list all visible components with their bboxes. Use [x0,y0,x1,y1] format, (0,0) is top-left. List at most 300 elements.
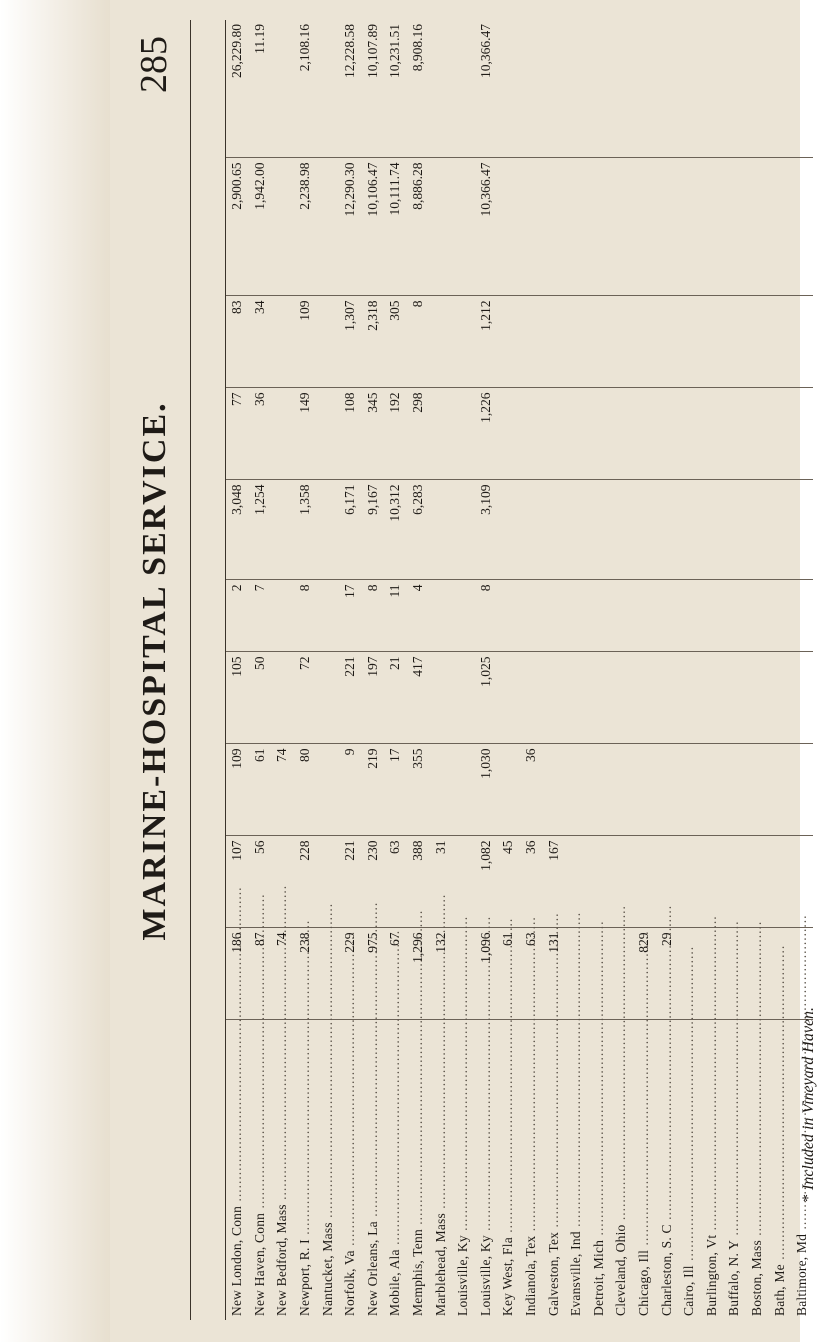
value-cell: 8 [475,580,498,652]
value-cell [791,20,814,158]
value-cell [429,480,452,580]
value-cell: 34 [249,296,272,388]
value-cell [565,580,588,652]
value-cell [723,480,746,580]
value-cell: 1,212 [475,296,498,388]
value-cell: 77 [226,388,249,480]
value-cell [565,744,588,836]
header-col-3 [191,744,226,836]
value-cell [429,388,452,480]
value-cell: 109 [226,744,249,836]
value-cell [700,836,723,928]
value-cell: 67 [384,928,407,1020]
running-head [118,0,190,1342]
table-row [429,20,452,1320]
value-cell: 298 [407,388,430,480]
value-cell [791,480,814,580]
value-cell [746,744,769,836]
value-cell [633,836,656,928]
value-cell [791,652,814,744]
value-cell [723,744,746,836]
station-name-cell: New London, Conn ..... [226,1020,249,1320]
value-cell [452,836,475,928]
station-name-cell: New Bedford, Mass ..... [271,1020,294,1320]
station-name-cell: Chicago, Ill ..... [633,1020,656,1320]
value-cell: 1,358 [294,480,317,580]
station-name-cell: Marblehead, Mass ..... [429,1020,452,1320]
value-cell [565,388,588,480]
value-cell [678,20,701,158]
value-cell: 36 [249,388,272,480]
value-cell [271,20,294,158]
value-cell: 74 [271,928,294,1020]
value-cell: 1,096 [475,928,498,1020]
value-cell [746,158,769,296]
value-cell: 8,886.28 [407,158,430,296]
value-cell [791,580,814,652]
value-cell [316,20,339,158]
value-cell [565,296,588,388]
value-cell: 829 [633,928,656,1020]
value-cell [497,480,520,580]
value-cell: 345 [362,388,385,480]
value-cell: 83 [226,296,249,388]
table-row [339,20,362,1320]
value-cell [655,158,678,296]
table-row [384,20,407,1320]
value-cell: 197 [362,652,385,744]
value-cell [655,744,678,836]
station-name-cell: Louisville, Ky ..... [452,1020,475,1320]
value-cell [633,20,656,158]
value-cell [429,158,452,296]
station-name-cell: Nantucket, Mass ..... [316,1020,339,1320]
value-cell [497,580,520,652]
value-cell: 305 [384,296,407,388]
table-row [294,20,317,1320]
value-cell [316,388,339,480]
page-gutter [0,0,110,1342]
value-cell: 74 [271,744,294,836]
station-name-cell: Memphis, Tenn ..... [407,1020,430,1320]
value-cell: 61 [497,928,520,1020]
value-cell [520,580,543,652]
value-cell: 230 [362,836,385,928]
value-cell [723,836,746,928]
value-cell: 36 [520,744,543,836]
statistics-table [190,20,813,1320]
value-cell [678,580,701,652]
value-cell [271,652,294,744]
value-cell [723,388,746,480]
value-cell: 975 [362,928,385,1020]
value-cell: 31 [429,836,452,928]
table-row [475,20,498,1320]
station-name-cell: Baltimore, Md ..... [791,1020,814,1320]
value-cell: 192 [384,388,407,480]
station-name-cell: Indianola, Tex ..... [520,1020,543,1320]
station-name-cell: Mobile, Ala ..... [384,1020,407,1320]
value-cell: 10,366.47 [475,20,498,158]
table-row [588,20,611,1320]
table-row [520,20,543,1320]
station-name-cell: Bath, Me ..... [768,1020,791,1320]
value-cell [588,580,611,652]
value-cell [520,20,543,158]
table-row [362,20,385,1320]
value-cell: 7 [249,580,272,652]
table-row [226,20,249,1320]
value-cell [633,744,656,836]
value-cell [746,580,769,652]
station-name-cell: Buffalo, N. Y ..... [723,1020,746,1320]
value-cell [497,20,520,158]
value-cell: 9 [339,744,362,836]
value-cell [768,652,791,744]
value-cell [497,296,520,388]
header-col-9 [191,158,226,296]
value-cell [610,20,633,158]
value-cell: 17 [339,580,362,652]
value-cell [610,580,633,652]
value-cell [633,158,656,296]
value-cell [588,296,611,388]
value-cell [768,388,791,480]
value-cell [768,836,791,928]
station-name-cell: Charleston, S. C ..... [655,1020,678,1320]
value-cell: 1,030 [475,744,498,836]
table-row [768,20,791,1320]
value-cell: 1,307 [339,296,362,388]
value-cell: 149 [294,388,317,480]
value-cell: 61 [249,744,272,836]
table-row [249,20,272,1320]
value-cell [588,480,611,580]
value-cell: 105 [226,652,249,744]
table-row [700,20,723,1320]
station-name-cell: Detroit, Mich ..... [588,1020,611,1320]
table-row [746,20,769,1320]
value-cell [768,480,791,580]
value-cell [429,20,452,158]
table-row [565,20,588,1320]
value-cell: 26,229.80 [226,20,249,158]
value-cell [520,652,543,744]
value-cell [429,296,452,388]
value-cell [497,744,520,836]
value-cell: 10,107.89 [362,20,385,158]
value-cell [655,388,678,480]
value-cell [610,480,633,580]
value-cell: 12,228.58 [339,20,362,158]
value-cell: 109 [294,296,317,388]
value-cell [723,652,746,744]
station-name-cell: Cairo, Ill ..... [678,1020,701,1320]
value-cell [588,744,611,836]
table-row [407,20,430,1320]
value-cell [452,158,475,296]
value-cell [700,296,723,388]
value-cell: 8,908.16 [407,20,430,158]
value-cell: 63 [520,928,543,1020]
station-name-cell: Cleveland, Ohio ..... [610,1020,633,1320]
value-cell: 45 [497,836,520,928]
value-cell [610,158,633,296]
value-cell [565,20,588,158]
value-cell [678,836,701,928]
value-cell [542,652,565,744]
value-cell: 21 [384,652,407,744]
value-cell [746,296,769,388]
station-name-cell: Galveston, Tex ..... [542,1020,565,1320]
value-cell: 11 [384,580,407,652]
value-cell [655,20,678,158]
header-col-2 [191,836,226,928]
value-cell: 1,082 [475,836,498,928]
value-cell [520,480,543,580]
table-row [655,20,678,1320]
header-col-4 [191,652,226,744]
value-cell [588,20,611,158]
value-cell [429,580,452,652]
value-cell: 17 [384,744,407,836]
value-cell [633,480,656,580]
value-cell [452,296,475,388]
value-cell: 10,231.51 [384,20,407,158]
value-cell [791,296,814,388]
table-body [226,20,814,1320]
value-cell: 10,106.47 [362,158,385,296]
value-cell [588,388,611,480]
value-cell [768,580,791,652]
value-cell [768,296,791,388]
station-name-cell: Boston, Mass ..... [746,1020,769,1320]
value-cell: 2,318 [362,296,385,388]
value-cell: 6,171 [339,480,362,580]
value-cell [588,836,611,928]
station-name-cell: Norfolk, Va ..... [339,1020,362,1320]
value-cell: 1,942.00 [249,158,272,296]
value-cell: 4 [407,580,430,652]
value-cell: 6,283 [407,480,430,580]
value-cell [700,580,723,652]
value-cell [655,480,678,580]
value-cell: 108 [339,388,362,480]
value-cell [723,20,746,158]
value-cell [700,744,723,836]
value-cell [791,388,814,480]
value-cell: 8 [294,580,317,652]
value-cell [655,296,678,388]
table-row [452,20,475,1320]
header-col-8 [191,296,226,388]
value-cell: 1,296 [407,928,430,1020]
value-cell: 221 [339,836,362,928]
value-cell [723,158,746,296]
value-cell [542,158,565,296]
value-cell: 10,111.74 [384,158,407,296]
header-col-1 [191,928,226,1020]
value-cell [316,480,339,580]
header-col-10 [191,20,226,158]
value-cell [678,388,701,480]
value-cell [316,580,339,652]
value-cell: 132 [429,928,452,1020]
value-cell [452,652,475,744]
value-cell: 219 [362,744,385,836]
value-cell [700,20,723,158]
value-cell [497,652,520,744]
header-col-7 [191,388,226,480]
value-cell: 388 [407,836,430,928]
value-cell [520,296,543,388]
value-cell [542,480,565,580]
running-title: MARINE-HOSPITAL SERVICE. [136,401,173,941]
value-cell: 107 [226,836,249,928]
value-cell: 228 [294,836,317,928]
value-cell [542,20,565,158]
station-name-cell: Key West, Fla ..... [497,1020,520,1320]
value-cell: 355 [407,744,430,836]
value-cell [520,158,543,296]
table-header-row [191,20,226,1320]
value-cell: 80 [294,744,317,836]
value-cell [633,296,656,388]
value-cell: 229 [339,928,362,1020]
value-cell: 417 [407,652,430,744]
value-cell [700,158,723,296]
value-cell [271,580,294,652]
value-cell [768,158,791,296]
value-cell [678,480,701,580]
station-name-cell: Evansville, Ind ..... [565,1020,588,1320]
value-cell [565,652,588,744]
value-cell: 2,900.65 [226,158,249,296]
value-cell: 2,238.98 [294,158,317,296]
page-number: 285 [133,36,175,93]
value-cell [746,652,769,744]
value-cell [746,20,769,158]
value-cell [542,296,565,388]
value-cell: 1,025 [475,652,498,744]
value-cell [768,744,791,836]
value-cell [610,652,633,744]
value-cell: 2,108.16 [294,20,317,158]
value-cell [452,388,475,480]
value-cell: 87 [249,928,272,1020]
value-cell: 10,366.47 [475,158,498,296]
value-cell: 50 [249,652,272,744]
value-cell [588,652,611,744]
value-cell: 63 [384,836,407,928]
value-cell: 9,167 [362,480,385,580]
value-cell [746,388,769,480]
value-cell: 56 [249,836,272,928]
value-cell [588,158,611,296]
value-cell [700,480,723,580]
value-cell: 11.19 [249,20,272,158]
value-cell [316,744,339,836]
value-cell [542,744,565,836]
value-cell [633,652,656,744]
value-cell: 12,290.30 [339,158,362,296]
station-name-cell: Burlington, Vt ..... [700,1020,723,1320]
value-cell [678,744,701,836]
value-cell [678,652,701,744]
value-cell [542,388,565,480]
value-cell: 238 [294,928,317,1020]
value-cell: 72 [294,652,317,744]
value-cell [271,388,294,480]
value-cell [429,744,452,836]
table-row [610,20,633,1320]
value-cell: 2 [226,580,249,652]
value-cell [723,296,746,388]
value-cell [271,158,294,296]
station-name-cell: New Orleans, La ..... [362,1020,385,1320]
value-cell: 3,109 [475,480,498,580]
value-cell [316,158,339,296]
value-cell [271,296,294,388]
value-cell [429,652,452,744]
value-cell [746,480,769,580]
value-cell [497,388,520,480]
value-cell: 221 [339,652,362,744]
header-station [191,1020,226,1320]
value-cell [520,388,543,480]
value-cell [633,388,656,480]
table-row [316,20,339,1320]
value-cell [452,480,475,580]
value-cell [723,580,746,652]
table-row [497,20,520,1320]
value-cell: 8 [407,296,430,388]
value-cell: 131 [542,928,565,1020]
value-cell [316,296,339,388]
value-cell: 8 [362,580,385,652]
value-cell [678,296,701,388]
statistics-table-wrap [190,0,817,1342]
value-cell: 1,254 [249,480,272,580]
value-cell [565,480,588,580]
rotated-table-sheet [118,0,817,1342]
header-col-6 [191,480,226,580]
value-cell [497,158,520,296]
value-cell [655,652,678,744]
value-cell: 1,226 [475,388,498,480]
table-row [723,20,746,1320]
value-cell [565,158,588,296]
value-cell [610,744,633,836]
table-row [271,20,294,1320]
value-cell [791,158,814,296]
value-cell [316,652,339,744]
value-cell: 167 [542,836,565,928]
station-name-cell: Louisville, Ky ..... [475,1020,498,1320]
footnote: * Included in Vineyard Haven. [800,1007,818,1202]
value-cell [700,388,723,480]
value-cell [452,580,475,652]
value-cell [452,20,475,158]
station-name-cell: Newport, R. I ..... [294,1020,317,1320]
value-cell [610,296,633,388]
value-cell: 186 [226,928,249,1020]
table-row [542,20,565,1320]
value-cell: 10,312 [384,480,407,580]
value-cell [678,158,701,296]
station-name-cell: New Haven, Conn ..... [249,1020,272,1320]
value-cell [700,652,723,744]
